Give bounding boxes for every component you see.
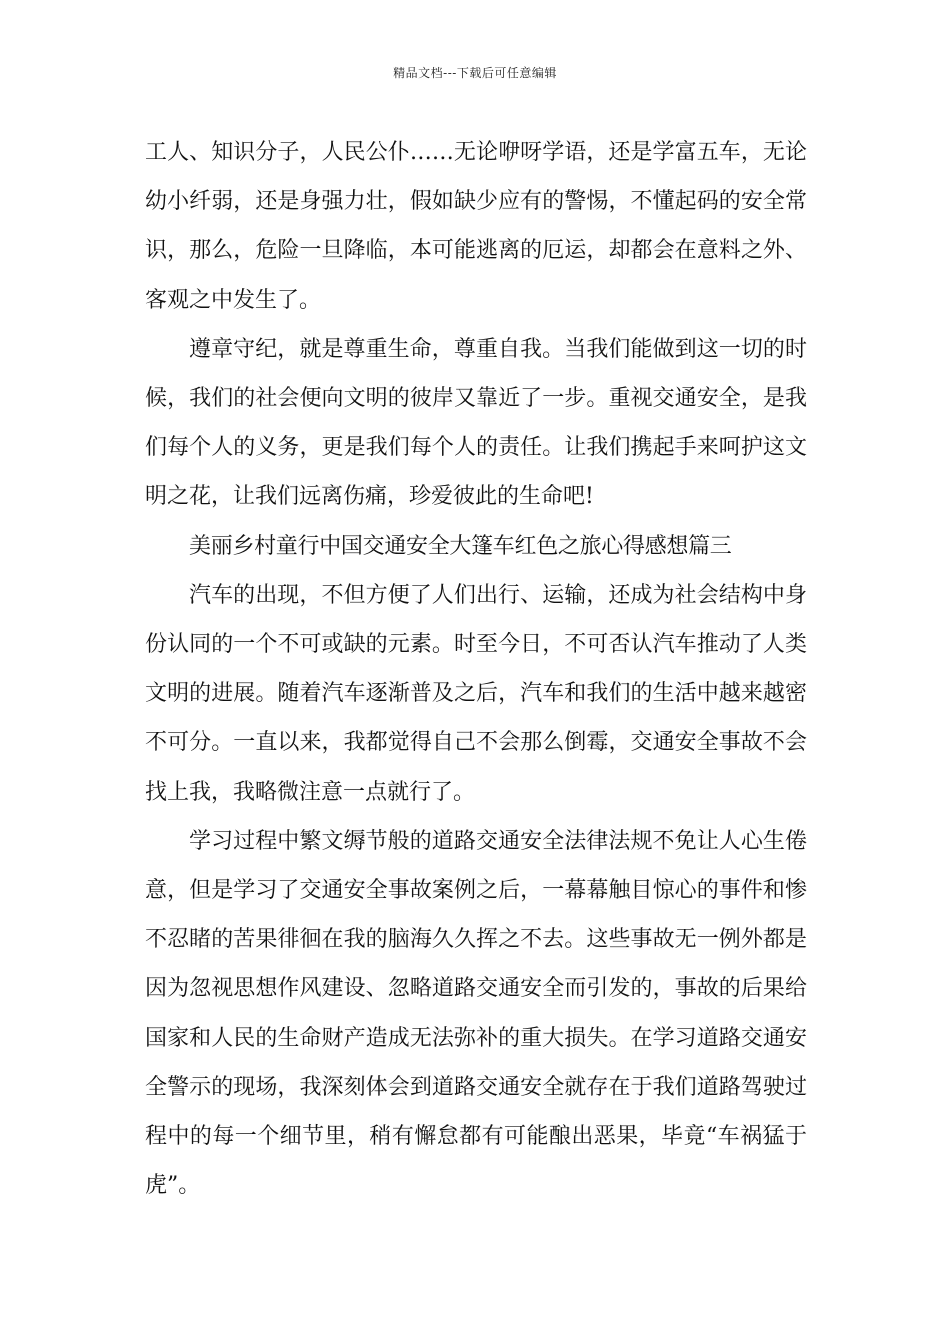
paragraph-obey-rules: 遵章守纪，就是尊重生命，尊重自我。当我们能做到这一切的时候，我们的社会便向文明的彼岸又靠近了一步。重视交通安全，是我们每个人的义务，更是我们每个人的责任。让我们携起手来呵护这文明之花，让我们远离伤痛，珍爱彼此的生命吧!	[145, 336, 807, 510]
paragraph-continuation: 工人、知识分子，人民公仆……无论咿呀学语，还是学富五车，无论幼小纤弱，还是身强力壮，假如缺少应有的警惕，不懂起码的安全常识，那么，危险一旦降临，本可能逃离的厄运，却都会在意料之外、客观之中发生了。	[145, 140, 807, 313]
running-header: 精品文档---下载后可任意编辑	[393, 66, 557, 80]
paragraph-car-emergence: 汽车的出现，不但方便了人们出行、运输，还成为社会结构中身份认同的一个不可或缺的元素。时至今日，不可否认汽车推动了人类文明的进展。随着汽车逐渐普及之后，汽车和我们的生活中越来越密不可分。一直以来，我都觉得自己不会那么倒霉，交通安全事故不会找上我，我略微注意一点就行了。	[145, 582, 807, 805]
document-body	[145, 128, 807, 1210]
paragraph-learning-process: 学习过程中繁文缛节般的道路交通安全法律法规不免让人心生倦意，但是学习了交通安全事故案例之后，一幕幕触目惊心的事件和惨不忍睹的苦果徘徊在我的脑海久久挥之不去。这些事故无一例外都是因为忽视思想作风建设、忽略道路交通安全而引发的，事故的后果给国家和人民的生命财产造成无法弥补的重大损失。在学习道路交通安全警示的现场，我深刻体会到道路交通安全就存在于我们道路驾驶过程中的每一个细节里，稍有懈怠都有可能酿出恶果，毕竟“车祸猛于虎”。	[145, 828, 807, 1199]
section-heading: 美丽乡村童行中国交通安全大篷车红色之旅心得感想篇三	[189, 533, 732, 559]
